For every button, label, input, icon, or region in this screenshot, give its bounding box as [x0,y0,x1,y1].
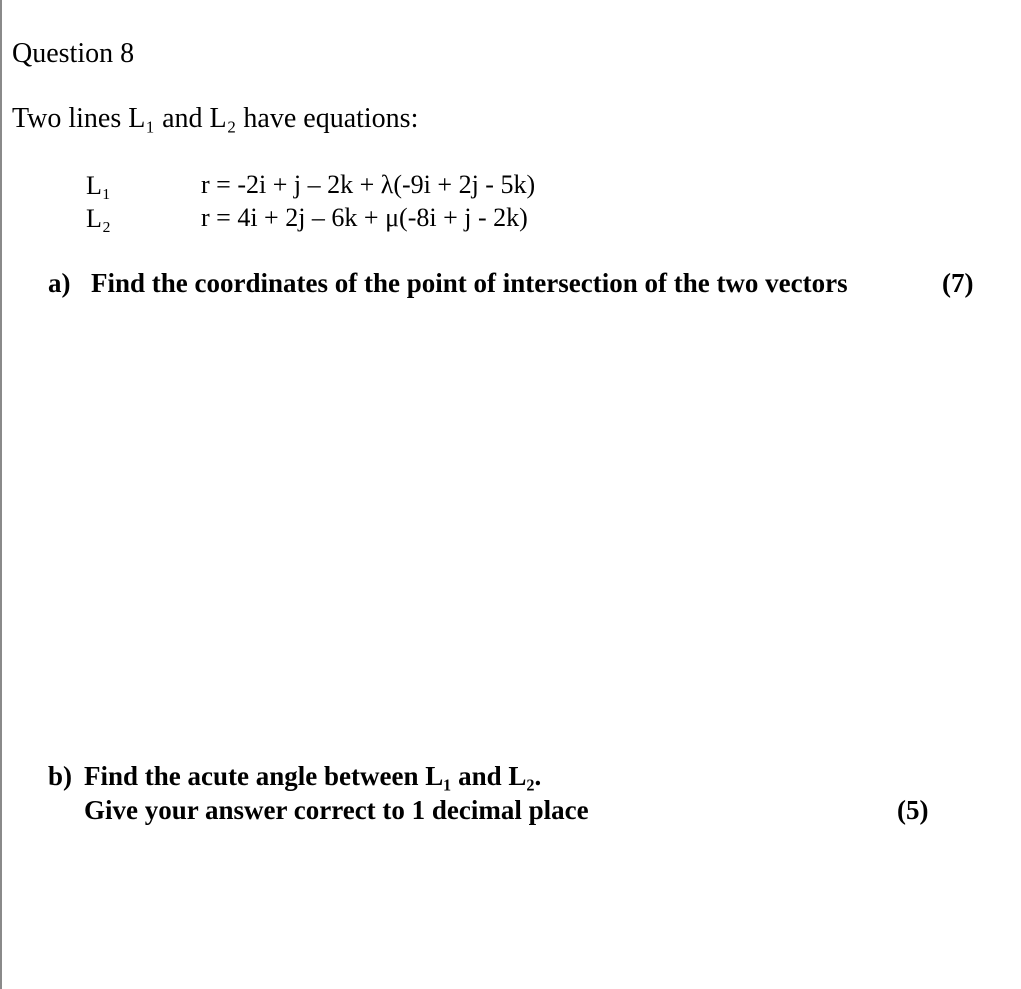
line-2-equation: r = 4i + 2j – 6k + μ(-8i + j - 2k) [201,203,528,232]
part-a-marks: (7) [942,268,974,298]
part-b-text-line-2: Give your answer correct to 1 decimal place [84,795,589,825]
question-intro: Two lines L₁ and L₂ have equations: [12,103,419,134]
part-a-text: Find the coordinates of the point of intersection of the two vectors [91,268,848,298]
part-a-label: a) [48,268,71,298]
line-1-label: L₁ [86,171,111,200]
line-2-label: L₂ [86,204,111,233]
part-b-marks: (5) [897,795,929,825]
line-1-equation: r = -2i + j – 2k + λ(-9i + 2j - 5k) [201,170,536,199]
page-left-border [0,0,2,989]
part-b-label: b) [48,761,73,791]
question-title: Question 8 [12,38,135,69]
part-b-text-line-1: Find the acute angle between L₁ and L₂. [84,761,542,791]
